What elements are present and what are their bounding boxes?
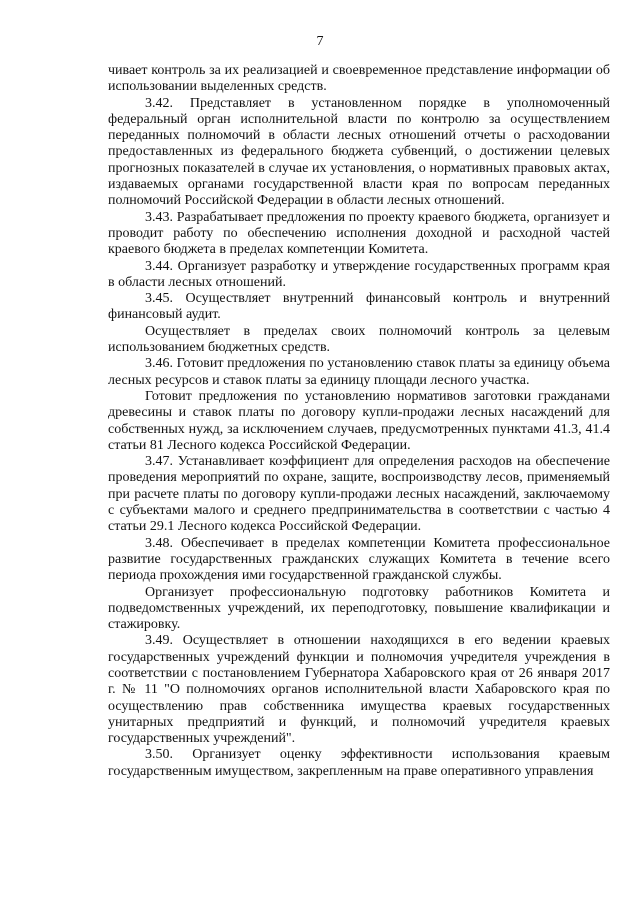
paragraph: 3.50. Организует оценку эффективности использования краевым государственным имуществом, закрепленным на праве оперативного управления xyxy=(108,747,610,779)
page-number: 7 xyxy=(316,34,324,49)
paragraph: 3.42. Представляет в установленном порядке в уполномоченный федеральный орган исполнительной власти по контролю за осуществлением переданных полномочий в области лесных отношений отчеты о расходовании предоставленных из федерального бюджета субвенций, о достижении целевых прогнозных показателей в случае их установления, о нормативных правовых актах, издаваемых органами государственной власти края по вопросам переданных полномочий Российской Федерации в области лесных отношений. xyxy=(108,95,610,209)
paragraph: Осуществляет в пределах своих полномочий контроль за целевым использованием бюджетных средств. xyxy=(108,323,610,356)
paragraph: 3.44. Организует разработку и утверждение государственных программ края в области лесных отношений. xyxy=(108,258,610,290)
paragraph: Организует профессиональную подготовку работников Комитета и подведомственных учреждений, их переподготовку, повышение квалификации и стажировку. xyxy=(108,584,610,633)
paragraph: 3.47. Устанавливает коэффициент для определения расходов на обеспечение проведения мероприятий по охране, защите, воспроизводству лесов, применяемый при расчете платы по договору купли-продажи лесных насаждений, заключаемому с субъектами малого и среднего предпринимательства в соответствии с частью 4 статьи 29.1 Лесного кодекса Российской Федерации. xyxy=(108,454,610,535)
paragraph: Готовит предложения по установлению нормативов заготовки гражданами древесины и ставок платы по договору купли-продажи лесных насаждений для собственных нужд, за исключением случаев, предусмотренных пунктами 41.3, 41.4 статьи 81 Лесного кодекса Российской Федерации. xyxy=(108,388,610,453)
paragraph: 3.45. Осуществляет внутренний финансовый контроль и внутренний финансовый аудит. xyxy=(108,291,610,323)
document-body xyxy=(108,63,610,780)
paragraph: 3.46. Готовит предложения по установлению ставок платы за единицу объема лесных ресурсов и ставок платы за единицу площади лесного участка. xyxy=(108,356,610,388)
paragraph: 3.48. Обеспечивает в пределах компетенции Комитета профессиональное развитие государственных гражданских служащих Комитета в течение всего периода прохождения ими государственной гражданской службы. xyxy=(108,535,610,584)
paragraph: чивает контроль за их реализацией и своевременное представление информации об использовании выделенных средств. xyxy=(108,63,610,95)
paragraph: 3.49. Осуществляет в отношении находящихся в его ведении краевых государственных учреждений функции и полномочия учредителя учреждения в соответствии с постановлением Губернатора Хабаровского края от 26 января 2017 г. № 11 "О полномочиях органов исполнительной власти Хабаровского края по осуществлению прав собственника имущества краевых государственных унитарных предприятий и функций, и полномочий учредителя краевых государственных учреждений". xyxy=(108,633,610,747)
paragraph: 3.43. Разрабатывает предложения по проекту краевого бюджета, организует и проводит работу по обеспечению исполнения доходной и расходной частей краевого бюджета в пределах компетенции Комитета. xyxy=(108,209,610,258)
